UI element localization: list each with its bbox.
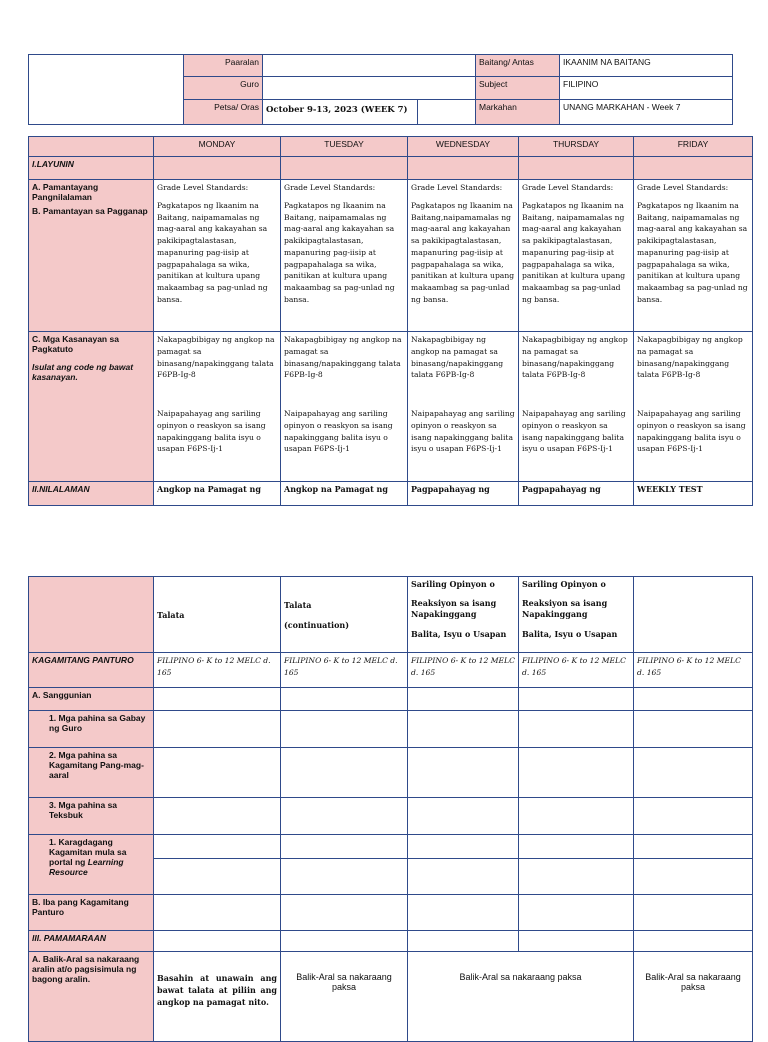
blank-cell bbox=[281, 859, 408, 895]
blank-cell bbox=[408, 798, 519, 835]
kasanayan-1: Nakapagbibigay ng angkop na pamagat sa binasang/napakinggang talata F6PB-Ig-8 bbox=[284, 335, 402, 380]
layunin-blank bbox=[634, 157, 753, 180]
kagamitan-ref: FILIPINO 6- K to 12 MELC d. 165 bbox=[154, 653, 281, 688]
teksbuk-label: 3. Mga pahina sa Teksbuk bbox=[29, 798, 154, 835]
blank-cell bbox=[281, 931, 408, 952]
gls-cell bbox=[408, 180, 519, 332]
kagamitan-ref: FILIPINO 6- K to 12 MELC d. 165 bbox=[408, 653, 519, 688]
blank-cell bbox=[634, 798, 753, 835]
kagamitan-title: KAGAMITANG PANTURO bbox=[29, 653, 154, 688]
cont-thursday-1: Sariling Opinyon o bbox=[522, 579, 606, 589]
kasanayan-cell bbox=[281, 332, 408, 482]
blank-cell bbox=[281, 835, 408, 859]
day-thursday: THURSDAY bbox=[519, 137, 634, 157]
blank-cell bbox=[519, 895, 634, 931]
gls-label: Grade Level Standards: bbox=[522, 183, 614, 192]
blank-cell bbox=[408, 895, 519, 931]
cont-wednesday-3: Balita, Isyu o Usapan bbox=[411, 628, 507, 639]
cont-monday: Talata bbox=[154, 577, 281, 653]
day-tuesday: TUESDAY bbox=[281, 137, 408, 157]
kasanayan-cell bbox=[519, 332, 634, 482]
kasanayan-2: Naipapahayag ang sariling opinyon o reaskyon sa isang napakinggang balita isyu o usapan F6PS-Ij-1 bbox=[411, 409, 515, 454]
blank-cell bbox=[519, 835, 634, 859]
pamamaraan-title: III. PAMAMARAAN bbox=[29, 931, 154, 952]
gls-label: Grade Level Standards: bbox=[157, 183, 249, 192]
petsa-extra bbox=[418, 100, 476, 125]
blank-cell bbox=[281, 748, 408, 798]
layunin-title: I.LAYUNIN bbox=[29, 157, 154, 180]
gls-text: Pagkatapos ng Ikaanim na Baitang, naipamamalas ng mag-aaral ang kakayahan sa pakikipagtalastasan, mapanuring pag-iisip at pagpapahalaga sa wika, panitikan at kultura upang makaambag sa pag-unlad ng bansa. bbox=[637, 200, 748, 304]
blank-cell bbox=[519, 859, 634, 895]
gabay-label: 1. Mga pahina sa Gabay ng Guro bbox=[29, 711, 154, 748]
kagamitan-ref: FILIPINO 6- K to 12 MELC d. 165 bbox=[519, 653, 634, 688]
blank-cell bbox=[408, 748, 519, 798]
gls-text: Pagkatapos ng Ikaanim na Baitang,naipamamalas ng mag-aaral ang kakayahan sa pakikipagtalastasan, mapanuring pag-iisip at pagpapahalaga sa wika, panitikan at kultura upang makaambag sa pag-unlad ng bansa. bbox=[411, 200, 515, 304]
cont-friday bbox=[634, 577, 753, 653]
petsa-label: Petsa/ Oras bbox=[184, 100, 263, 125]
blank-cell bbox=[281, 798, 408, 835]
gls-label: Grade Level Standards: bbox=[637, 183, 729, 192]
school-logo-cell bbox=[29, 55, 184, 125]
kasanayan-label-cell bbox=[29, 332, 154, 482]
markahan-value: UNANG MARKAHAN - Week 7 bbox=[560, 100, 733, 125]
kasanayan-cell bbox=[154, 332, 281, 482]
guro-label: Guro bbox=[184, 77, 263, 100]
nilalaman-title: II.NILALAMAN bbox=[29, 482, 154, 506]
cont-tuesday-2: (continuation) bbox=[284, 619, 350, 630]
blank-cell bbox=[634, 835, 753, 859]
kagamitang-pang-mag-aaral-label: 2. Mga pahina sa Kagamitang Pang-mag-aaral bbox=[29, 748, 154, 798]
header-table bbox=[28, 54, 733, 125]
balik-aral-label: A. Balik-Aral sa nakaraang aralin at/o pagsisimula ng bagong aralin. bbox=[29, 952, 154, 1042]
blank-cell bbox=[634, 688, 753, 711]
kasanayan-1: Nakapagbibigay ng angkop na pamagat sa binasang/napakinggang talata F6PB-Ig-8 bbox=[637, 335, 743, 380]
pamantayang-pangnilalaman-label: A. Pamantayang Pangnilalaman bbox=[32, 182, 99, 202]
kagamitan-ref: FILIPINO 6- K to 12 MELC d. 165 bbox=[634, 653, 753, 688]
gls-cell bbox=[519, 180, 634, 332]
balik-aral-friday: Balik-Aral sa nakaraang paksa bbox=[634, 952, 753, 1042]
learning-resource-text: 1. Karagdagang Kagamitan mula sa portal ng bbox=[49, 837, 127, 867]
blank-cell bbox=[408, 688, 519, 711]
gls-text: Pagkatapos ng Ikaanim na Baitang, naipamamalas ng mag-aaral ang kakayahan sa pakikipagtalastasan, mapanuring pag-iisip at pagpapahalaga sa wika, panitikan at kultura upang makaambag sa pag-unlad ng bansa. bbox=[522, 200, 626, 304]
subject-value: FILIPINO bbox=[560, 77, 733, 100]
blank-cell bbox=[281, 895, 408, 931]
blank-cell bbox=[519, 748, 634, 798]
kasanayan-2: Naipapahayag ang sariling opinyon o reaskyon sa isang napakinggang balita isyu o usapan F6PS-Ij-1 bbox=[637, 409, 746, 454]
blank-cell bbox=[634, 931, 753, 952]
day-friday: FRIDAY bbox=[634, 137, 753, 157]
cont-label-cell bbox=[29, 577, 154, 653]
day-monday: MONDAY bbox=[154, 137, 281, 157]
gls-label: Grade Level Standards: bbox=[284, 183, 376, 192]
kagamitan-ref: FILIPINO 6- K to 12 MELC d. 165 bbox=[281, 653, 408, 688]
nilalaman-friday: WEEKLY TEST bbox=[634, 482, 753, 506]
gls-text: Pagkatapos ng Ikaanim na Baitang, naipamamalas ng mag-aaral ang kakayahan sa pakikipagtalastasan, mapanuring pag-iisip at pagpapahalaga sa wika, panitikan at kultura upang makaambag sa pag-unlad ng bansa. bbox=[157, 200, 268, 304]
upper-table bbox=[28, 136, 753, 506]
sanggunian-label: A. Sanggunian bbox=[29, 688, 154, 711]
balik-aral-monday: Basahin at unawain ang bawat talata at piliin ang angkop na pamagat nito. bbox=[154, 952, 281, 1042]
kasanayan-cell bbox=[634, 332, 753, 482]
blank-cell bbox=[154, 711, 281, 748]
kasanayan-note: Isulat ang code ng bawat kasanayan. bbox=[32, 362, 134, 382]
lower-table bbox=[28, 576, 753, 1042]
subject-label: Subject bbox=[476, 77, 560, 100]
blank-cell bbox=[519, 688, 634, 711]
nilalaman-wednesday: Pagpapahayag ng bbox=[408, 482, 519, 506]
layunin-blank bbox=[281, 157, 408, 180]
blank-cell bbox=[634, 859, 753, 895]
iba-pang-kagamitan-label: B. Iba pang Kagamitang Panturo bbox=[29, 895, 154, 931]
learning-resource-label bbox=[29, 835, 154, 895]
blank-cell bbox=[634, 711, 753, 748]
blank-cell bbox=[519, 931, 634, 952]
cont-tuesday-1: Talata bbox=[284, 599, 312, 610]
paaralan-value[interactable] bbox=[263, 55, 476, 77]
blank-cell bbox=[634, 895, 753, 931]
baitang-value: IKAANIM NA BAITANG bbox=[560, 55, 733, 77]
blank-cell bbox=[154, 931, 281, 952]
baitang-label: Baitang/ Antas bbox=[476, 55, 560, 77]
blank-cell bbox=[408, 835, 519, 859]
kasanayan-2: Naipapahayag ang sariling opinyon o reaskyon sa isang napakinggang balita isyu o usapan F6PS-Ij-1 bbox=[522, 409, 626, 454]
paaralan-label: Paaralan bbox=[184, 55, 263, 77]
blank-cell bbox=[154, 688, 281, 711]
cont-thursday bbox=[519, 577, 634, 653]
corner-cell bbox=[29, 137, 154, 157]
balik-aral-tuesday: Balik-Aral sa nakaraang paksa bbox=[281, 952, 408, 1042]
blank-cell bbox=[154, 835, 281, 859]
nilalaman-monday: Angkop na Pamagat ng bbox=[154, 482, 281, 506]
kasanayan-1: Nakapagbibigay ng angkop na pamagat sa binasang/napakinggang talata F6PB-Ig-8 bbox=[157, 335, 275, 380]
petsa-value: October 9-13, 2023 (WEEK 7) bbox=[263, 100, 418, 125]
gls-cell bbox=[281, 180, 408, 332]
blank-cell bbox=[154, 748, 281, 798]
kasanayan-label: C. Mga Kasanayan sa Pagkatuto bbox=[32, 334, 119, 354]
pamantayan-pagganap-label: B. Pamantayan sa Pagganap bbox=[32, 206, 148, 216]
blank-cell bbox=[408, 711, 519, 748]
blank-cell bbox=[154, 859, 281, 895]
cont-thursday-3: Balita, Isyu o Usapan bbox=[522, 628, 618, 639]
kasanayan-1: Nakapagbibigay ng angkop na pamagat sa binasang/napakinggang talata F6PB-Ig-8 bbox=[411, 335, 504, 380]
cont-wednesday bbox=[408, 577, 519, 653]
blank-cell bbox=[154, 895, 281, 931]
blank-cell bbox=[281, 711, 408, 748]
learning-resource-italic: Learning Resource bbox=[49, 857, 124, 877]
cont-thursday-2: Reaksiyon sa isang Napakinggang bbox=[522, 598, 608, 620]
blank-cell bbox=[281, 688, 408, 711]
kasanayan-2: Naipapahayag ang sariling opinyon o reaskyon sa isang napakinggang balita isyu o usapan F6PS-Ij-1 bbox=[284, 409, 393, 454]
guro-value[interactable] bbox=[263, 77, 476, 100]
pamantayan-labels bbox=[29, 180, 154, 332]
layunin-blank bbox=[154, 157, 281, 180]
balik-aral-wed-thu: Balik-Aral sa nakaraang paksa bbox=[408, 952, 634, 1042]
cont-tuesday bbox=[281, 577, 408, 653]
nilalaman-tuesday: Angkop na Pamagat ng bbox=[281, 482, 408, 506]
day-wednesday: WEDNESDAY bbox=[408, 137, 519, 157]
nilalaman-thursday: Pagpapahayag ng bbox=[519, 482, 634, 506]
blank-cell bbox=[408, 931, 519, 952]
blank-cell bbox=[634, 748, 753, 798]
gls-text: Pagkatapos ng Ikaanim na Baitang, naipamamalas ng mag-aaral ang kakayahan sa pakikipagtalastasan, mapanuring pag-iisip at pagpapahalaga sa wika, panitikan at kultura upang makaambag sa pag-unlad ng bansa. bbox=[284, 200, 395, 304]
blank-cell bbox=[519, 711, 634, 748]
blank-cell bbox=[408, 859, 519, 895]
gls-label: Grade Level Standards: bbox=[411, 183, 503, 192]
markahan-label: Markahan bbox=[476, 100, 560, 125]
layunin-blank bbox=[519, 157, 634, 180]
kasanayan-2: Naipapahayag ang sariling opinyon o reaskyon sa isang napakinggang balita isyu o usapan F6PS-Ij-1 bbox=[157, 409, 266, 454]
cont-wednesday-1: Sariling Opinyon o bbox=[411, 579, 495, 589]
blank-cell bbox=[154, 798, 281, 835]
gls-cell bbox=[634, 180, 753, 332]
gls-cell bbox=[154, 180, 281, 332]
kasanayan-cell bbox=[408, 332, 519, 482]
blank-cell bbox=[519, 798, 634, 835]
cont-wednesday-2: Reaksiyon sa isang Napakinggang bbox=[411, 598, 497, 620]
kasanayan-1: Nakapagbibigay ng angkop na pamagat sa binasang/napakinggang talata F6PB-Ig-8 bbox=[522, 335, 628, 380]
layunin-blank bbox=[408, 157, 519, 180]
